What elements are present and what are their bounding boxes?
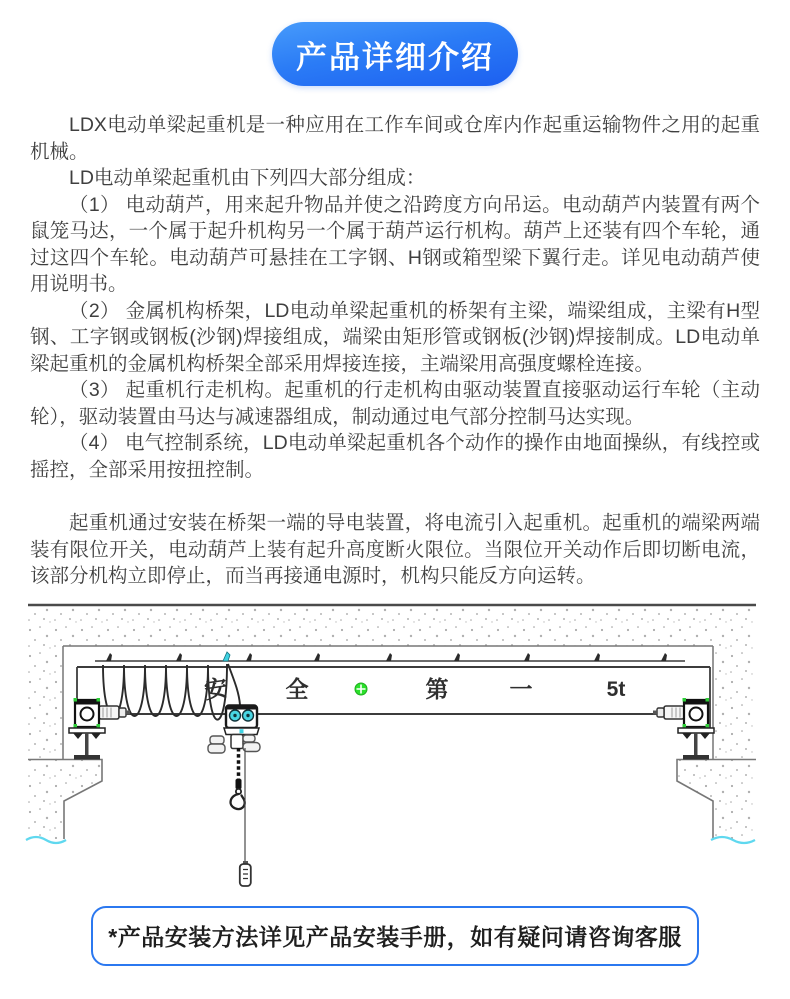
- runway-rail-flange: [683, 755, 709, 760]
- crane-diagram-svg: [0, 598, 790, 900]
- rail-clamp-plate: [69, 728, 105, 733]
- left-corbel: [28, 760, 102, 839]
- ceiling: [28, 604, 756, 646]
- right-end-truck: [653, 698, 714, 760]
- right-corbel: [677, 760, 756, 839]
- beam-labels: [203, 674, 626, 703]
- paragraph-components-lead: LD电动单梁起重机由下列四大部分组成：: [69, 167, 426, 189]
- festoon-hangers: [106, 652, 667, 661]
- hook-icon: [231, 794, 245, 809]
- crane-diagram: [0, 598, 790, 900]
- paragraph-item-1: （1） 电动葫芦，用来起升物品并使之沿跨度方向吊运。电动葫芦内装置有两个鼠笼马达，一个属于起升机构另一个属于葫芦运行机构。葫芦上还装有四个车轮，通过这四个车轮。电动葫芦可悬挂在工字钢、H钢或箱型梁下翼行走。详见电动葫芦使用说明书。: [30, 193, 760, 295]
- section-title-badge: [272, 22, 518, 86]
- beam-label-1: 安: [202, 674, 230, 703]
- pendant-control: [240, 864, 251, 886]
- hoist-rigging: [231, 748, 251, 886]
- travel-motor-icon: [99, 706, 119, 719]
- left-end-truck: [69, 698, 130, 760]
- paragraph-item-4: （4） 电气控制系统，LD电动单梁起重机各个动作的操作由地面操纵，有线控或摇控，全部采用按扭控制。: [30, 432, 760, 481]
- hoist-trolley: [208, 705, 260, 753]
- cable-feed-trolley: [223, 652, 230, 661]
- beam-label-4: 一: [509, 675, 533, 702]
- paragraph-intro: LDX电动单梁起重机是一种应用在工作车间或仓库内作起重运输物件之用的起重机械。: [30, 114, 760, 163]
- paragraph-electrics: 起重机通过安装在桥架一端的导电装置，将电流引入起重机。起重机的端梁两端装有限位开关，电动葫芦上装有起升高度断火限位。当限位开关动作后即切断电流，该部分机构立即停止，而当再接通电源时，机构只能反方向运转。: [30, 512, 760, 587]
- capacity-label: 5t: [606, 677, 626, 701]
- runway-rail-web: [694, 733, 698, 755]
- section-title: 产品详细介绍: [296, 39, 494, 75]
- hoist-motor-left: [210, 736, 224, 744]
- travel-motor-icon: [664, 706, 684, 719]
- hoist-motor-right: [243, 735, 255, 742]
- chain-connector: [236, 779, 242, 789]
- right-wall: [713, 646, 756, 760]
- runway-rail-web: [85, 733, 89, 755]
- room-inner-outline: [63, 646, 713, 760]
- article-text: [0, 112, 790, 590]
- runway-rail-flange: [74, 755, 100, 760]
- beam-label-3: 第: [425, 675, 449, 702]
- paragraph-item-2: （2） 金属机构桥架，LD电动单梁起重机的桥架有主梁，端梁组成，主梁有H型钢、工字钢或钢板(沙钢)焊接组成，端梁由矩形管或钢板(沙钢)焊接制成。LD电动单梁起重机的金属机构桥架全部采用焊接连接，主端梁用高强度螺栓连接。: [30, 299, 760, 375]
- left-wall: [28, 646, 63, 760]
- installation-note-box: [91, 906, 699, 966]
- beam-label-2: 全: [285, 675, 309, 702]
- brand-logo-badge: [355, 683, 367, 695]
- paragraph-item-3: （3） 起重机行走机构。起重机的行走机构由驱动装置直接驱动运行车轮（主动轮），驱动装置由马达与减速器组成，制动通过电气部分控制马达实现。: [30, 379, 760, 428]
- installation-note-text: *产品安装方法详见产品安装手册，如有疑问请咨询客服: [108, 924, 682, 950]
- building-structure: [26, 604, 756, 843]
- travel-wheel-icon: [690, 707, 703, 720]
- rail-clamp-plate: [678, 728, 714, 733]
- chain-housing: [231, 734, 243, 748]
- travel-wheel-icon: [81, 707, 94, 720]
